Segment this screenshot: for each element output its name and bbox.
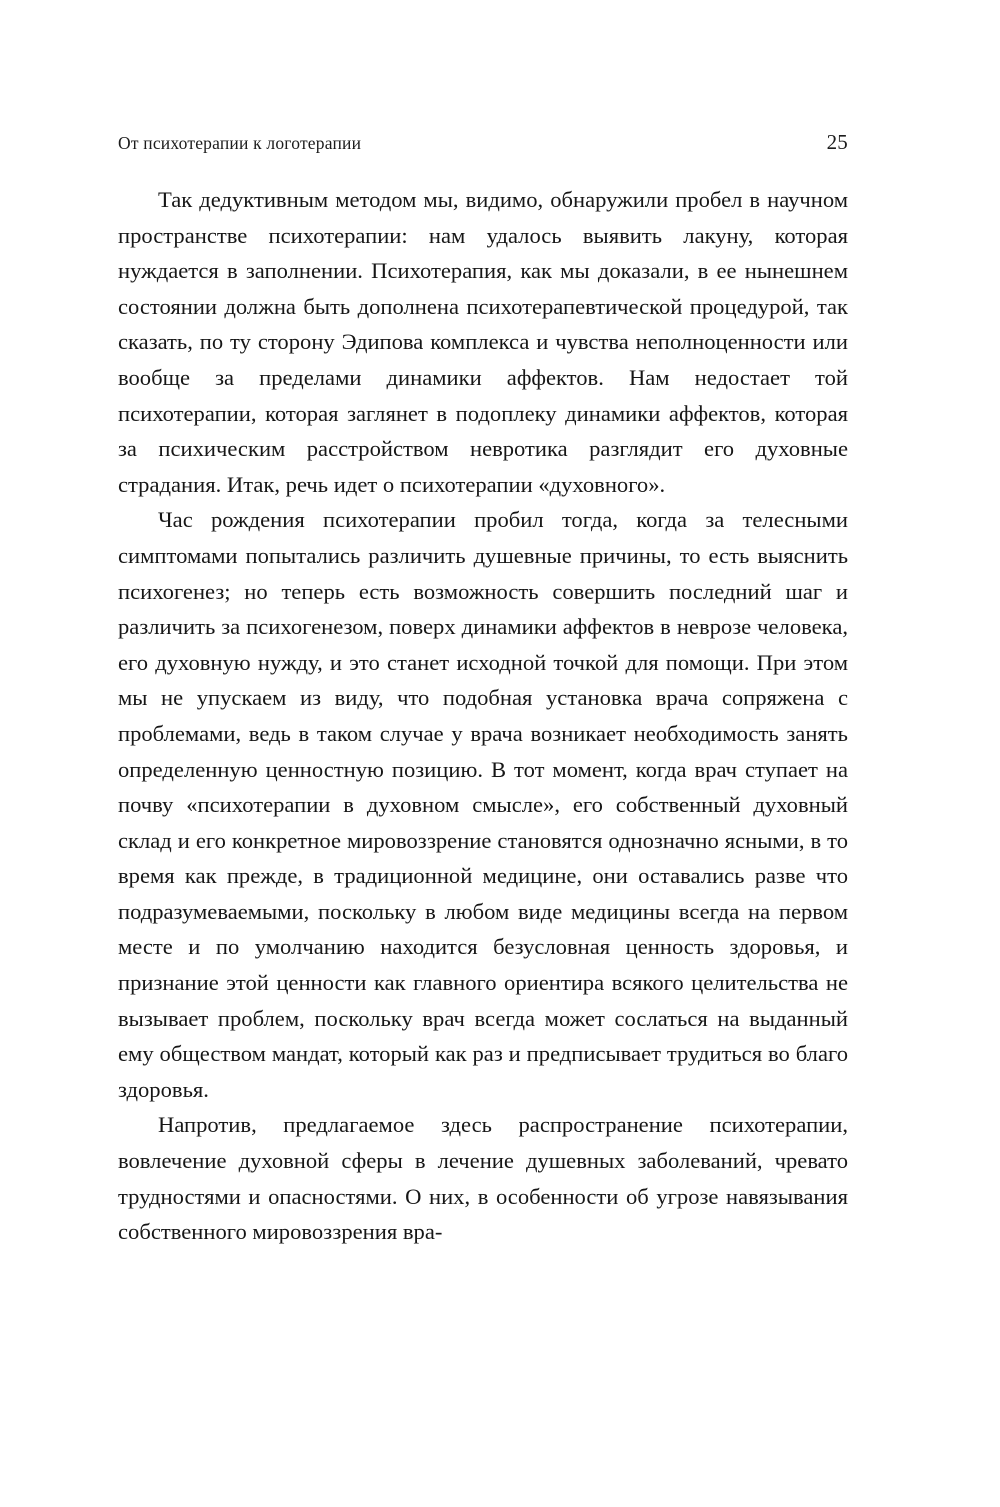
running-head-title: От психотерапии к логотерапии (118, 133, 362, 153)
running-head (118, 130, 848, 155)
page-number: 25 (826, 130, 848, 154)
paragraph: Так дедуктивным методом мы, видимо, обнаружили пробел в научном пространстве психотерапии: нам удалось выявить лакуну, которая нуждается в заполнении. Психотерапия, как мы доказали, в ее нынешнем состоянии должна быть дополнена психотерапевтической процедурой, так сказать, по ту сторону Эдипова комплекса и чувства неполноценности или вообще за пределами динамики аффектов. Нам недостает той психотерапии, которая заглянет в подоплеку динамики аффектов, которая за психическим расстройством невротика разглядит его духовные страдания. Итак, речь идет о психотерапии «духовного». (118, 187, 848, 497)
paragraph: Час рождения психотерапии пробил тогда, когда за телесными симптомами попытались различить душевные причины, то есть выяснить психогенез; но теперь есть возможность совершить последний шаг и различить за психогенезом, поверх динамики аффектов в неврозе человека, его духовную нужду, и это станет исходной точкой для помощи. При этом мы не упускаем из виду, что подобная установка врача сопряжена с проблемами, ведь в таком случае у врача возникает необходимость занять определенную ценностную позицию. В тот момент, когда врач ступает на почву «психотерапии в духовном смысле», его собственный духовный склад и его конкретное мировоззрение становятся однозначно ясными, в то время как прежде, в традиционной медицине, они оставались разве что подразумеваемыми, поскольку в любом виде медицины всегда на первом месте и по умолчанию находится безусловная ценность здоровья, и признание этой ценности как главного ориентира всякого целительства не вызывает проблем, поскольку врач всегда может сослаться на выданный ему обществом мандат, который как раз и предписывает трудиться во благо здоровья. (118, 507, 848, 1102)
paragraph: Напротив, предлагаемое здесь распространение психотерапии, вовлечение духовной сферы в лечение душевных заболеваний, чревато трудностями и опасностями. О них, в особенности об угрозе навязывания собственного мировоззрения вра- (118, 1112, 848, 1245)
page-body (118, 182, 848, 1250)
